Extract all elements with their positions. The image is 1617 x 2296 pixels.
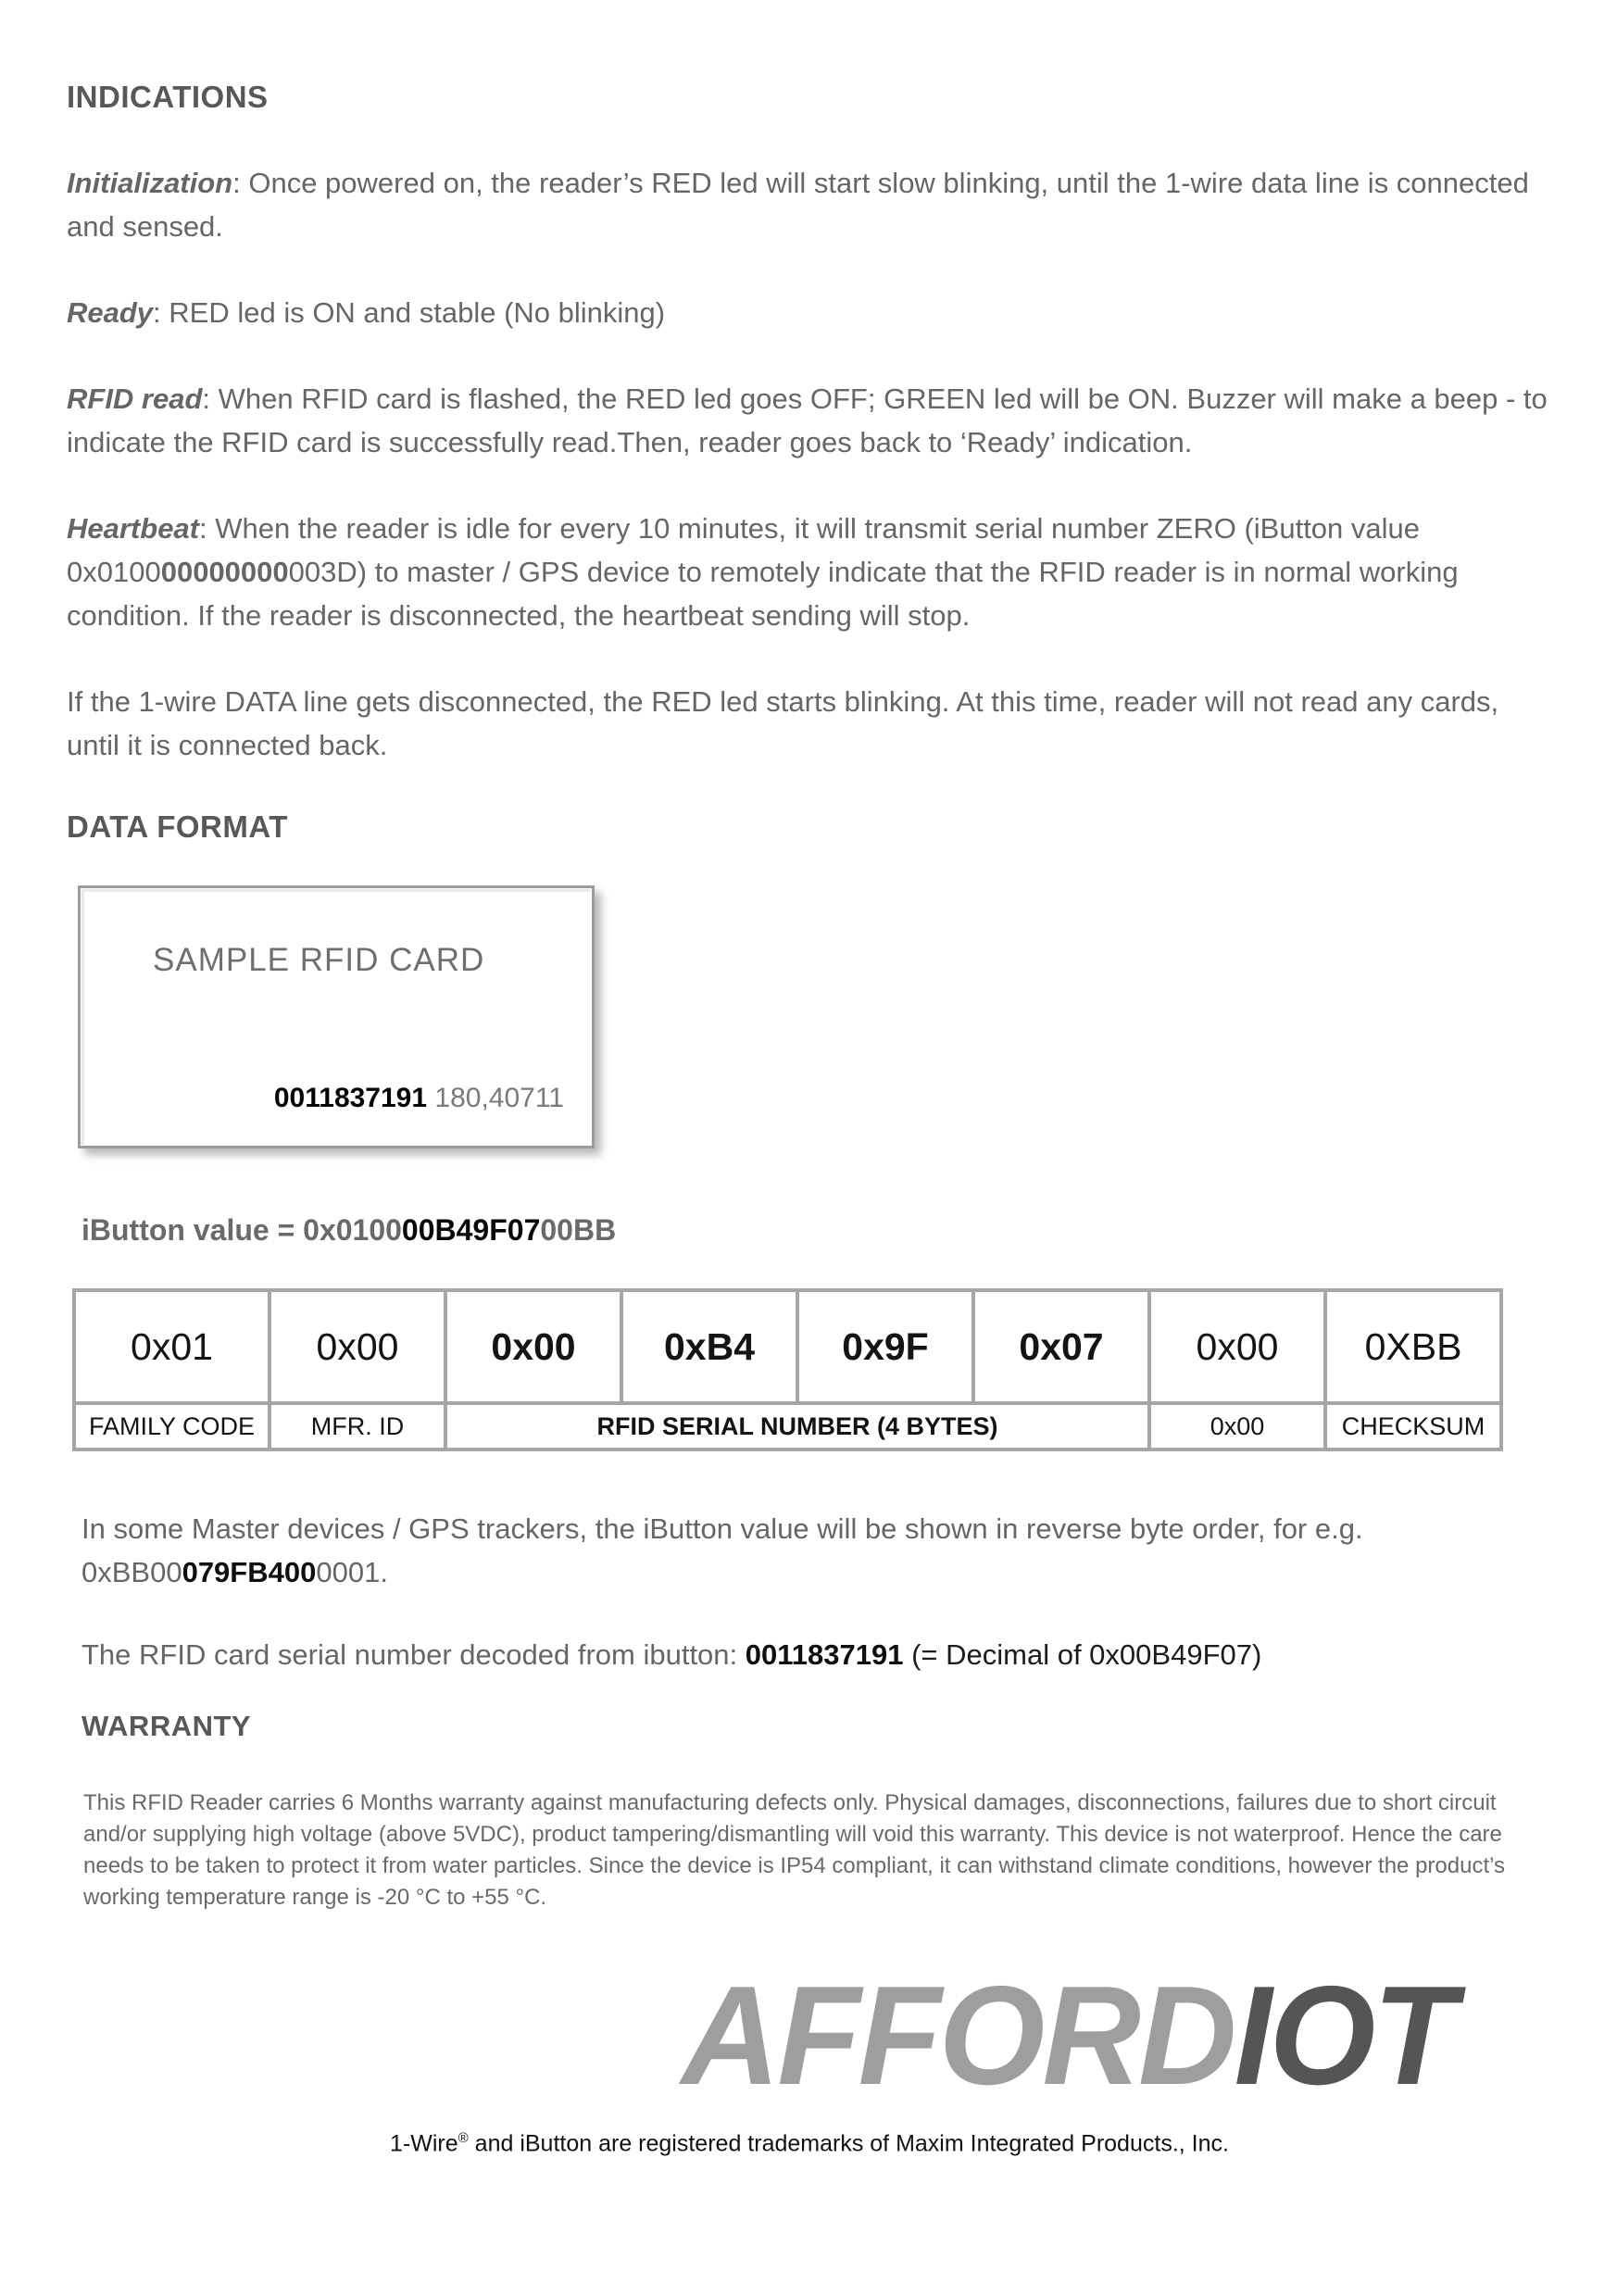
ready-paragraph xyxy=(67,291,1548,334)
byte-family-code: 0x01 xyxy=(74,1290,270,1403)
sample-card-serial-site: 180,40711 xyxy=(434,1083,564,1113)
data-format-heading: DATA FORMAT xyxy=(67,809,288,844)
label-rfid-serial: RFID SERIAL NUMBER (4 BYTES) xyxy=(445,1403,1149,1449)
heartbeat-paragraph xyxy=(67,507,1548,637)
logo-afford-part: AFFORD xyxy=(682,1957,1235,2114)
trademark-footnote xyxy=(67,2130,1552,2157)
byte-zero: 0x00 xyxy=(1149,1290,1325,1403)
affordiot-logo-text xyxy=(682,1957,1454,2114)
trademark-pre: 1-Wire xyxy=(390,2130,458,2157)
initialization-paragraph xyxy=(67,161,1548,248)
ibutton-serial-highlight: 00B49F07 xyxy=(401,1213,541,1247)
reverse-note-bold-hex: 079FB400 xyxy=(182,1556,317,1588)
reverse-note-text-after: 0001. xyxy=(316,1556,388,1588)
sample-rfid-card xyxy=(78,885,595,1148)
byte-serial-4: 0x07 xyxy=(973,1290,1149,1403)
label-family-code: FAMILY CODE xyxy=(74,1403,270,1449)
rfid-read-paragraph xyxy=(67,377,1556,464)
reverse-byte-order-note xyxy=(81,1507,1563,1594)
byte-values-row xyxy=(74,1290,1501,1403)
ibutton-prefix: iButton value = 0x0100 xyxy=(81,1213,402,1247)
byte-serial-3: 0x9F xyxy=(797,1290,973,1403)
heartbeat-bold-hex: 00000000 xyxy=(160,556,289,588)
decoded-note-text-before: The RFID card serial number decoded from ibutton: xyxy=(81,1638,746,1671)
heartbeat-text-before: : When the reader is idle for every 10 minutes, it will transmit serial number ZERO (iButton value 0x0100 xyxy=(67,512,1436,588)
byte-serial-1: 0x00 xyxy=(445,1290,621,1403)
byte-format-table xyxy=(72,1288,1503,1451)
sample-card-serial xyxy=(274,1083,564,1114)
registered-mark-icon: ® xyxy=(458,2130,469,2146)
label-mfr-id: MFR. ID xyxy=(270,1403,445,1449)
initialization-lead: Initialization xyxy=(67,167,233,199)
label-zero: 0x00 xyxy=(1149,1403,1325,1449)
decoded-serial-note xyxy=(81,1633,1563,1676)
sample-card-title: SAMPLE RFID CARD xyxy=(153,942,485,978)
byte-serial-2: 0xB4 xyxy=(621,1290,797,1403)
ibutton-suffix: 00BB xyxy=(540,1213,617,1247)
rfid-read-lead: RFID read xyxy=(67,383,203,415)
heartbeat-lead: Heartbeat xyxy=(67,512,199,545)
heartbeat-text-after: 003D) to master / GPS device to remotely indicate that the RFID reader is in normal working condition. If the reader is disconnected, the heartbeat sending will stop. xyxy=(67,556,1467,632)
logo-iot-part: IOT xyxy=(1235,1957,1454,2114)
warranty-heading: WARRANTY xyxy=(81,1710,252,1742)
disconnect-text: If the 1-wire DATA line gets disconnected, the RED led starts blinking. At this time, reader will not read any cards, until it is connected back. xyxy=(67,685,1507,761)
byte-checksum: 0XBB xyxy=(1325,1290,1501,1403)
ready-lead: Ready xyxy=(67,296,154,329)
warranty-text: This RFID Reader carries 6 Months warranty against manufacturing defects only. Physical damages, disconnections, failures due to short circuit and/or supplying high voltage (above 5VDC), product tampering/dismantling will void this warranty. This device is not waterproof. Hence the care needs to be taken to protect it from water particles. Since the device is IP54 compliant, it can withstand climate conditions, however the product’s working temperature range is -20 °C to +55 °C. xyxy=(83,1790,1511,1910)
affordiot-logo xyxy=(67,1957,1552,2114)
rfid-read-text: : When RFID card is flashed, the RED led goes OFF; GREEN led will be ON. Buzzer will make a beep - to indicate the RFID card is successfully read.Then, reader goes back to ‘Ready’ indication. xyxy=(67,383,1556,458)
byte-labels-row xyxy=(74,1403,1501,1449)
decoded-note-bold-value: 0011837191 xyxy=(745,1638,904,1671)
byte-mfr-id: 0x00 xyxy=(270,1290,445,1403)
indications-heading: INDICATIONS xyxy=(67,80,269,114)
sample-card-serial-number: 0011837191 xyxy=(273,1083,428,1113)
trademark-post: and iButton are registered trademarks of Maxim Integrated Products., Inc. xyxy=(468,2130,1229,2157)
ready-text: : RED led is ON and stable (No blinking) xyxy=(153,296,666,329)
decoded-note-text-after: (= Decimal of 0x00B49F07) xyxy=(903,1638,1262,1671)
label-checksum: CHECKSUM xyxy=(1325,1403,1501,1449)
disconnect-paragraph xyxy=(67,680,1548,767)
initialization-text: : Once powered on, the reader’s RED led will start slow blinking, until the 1-wire data line is connected and sensed. xyxy=(67,167,1537,243)
reverse-note-text-before: In some Master devices / GPS trackers, the iButton value will be shown in reverse byte order, for e.g. 0xBB00 xyxy=(81,1512,1372,1588)
ibutton-value-line xyxy=(81,1213,1552,1248)
